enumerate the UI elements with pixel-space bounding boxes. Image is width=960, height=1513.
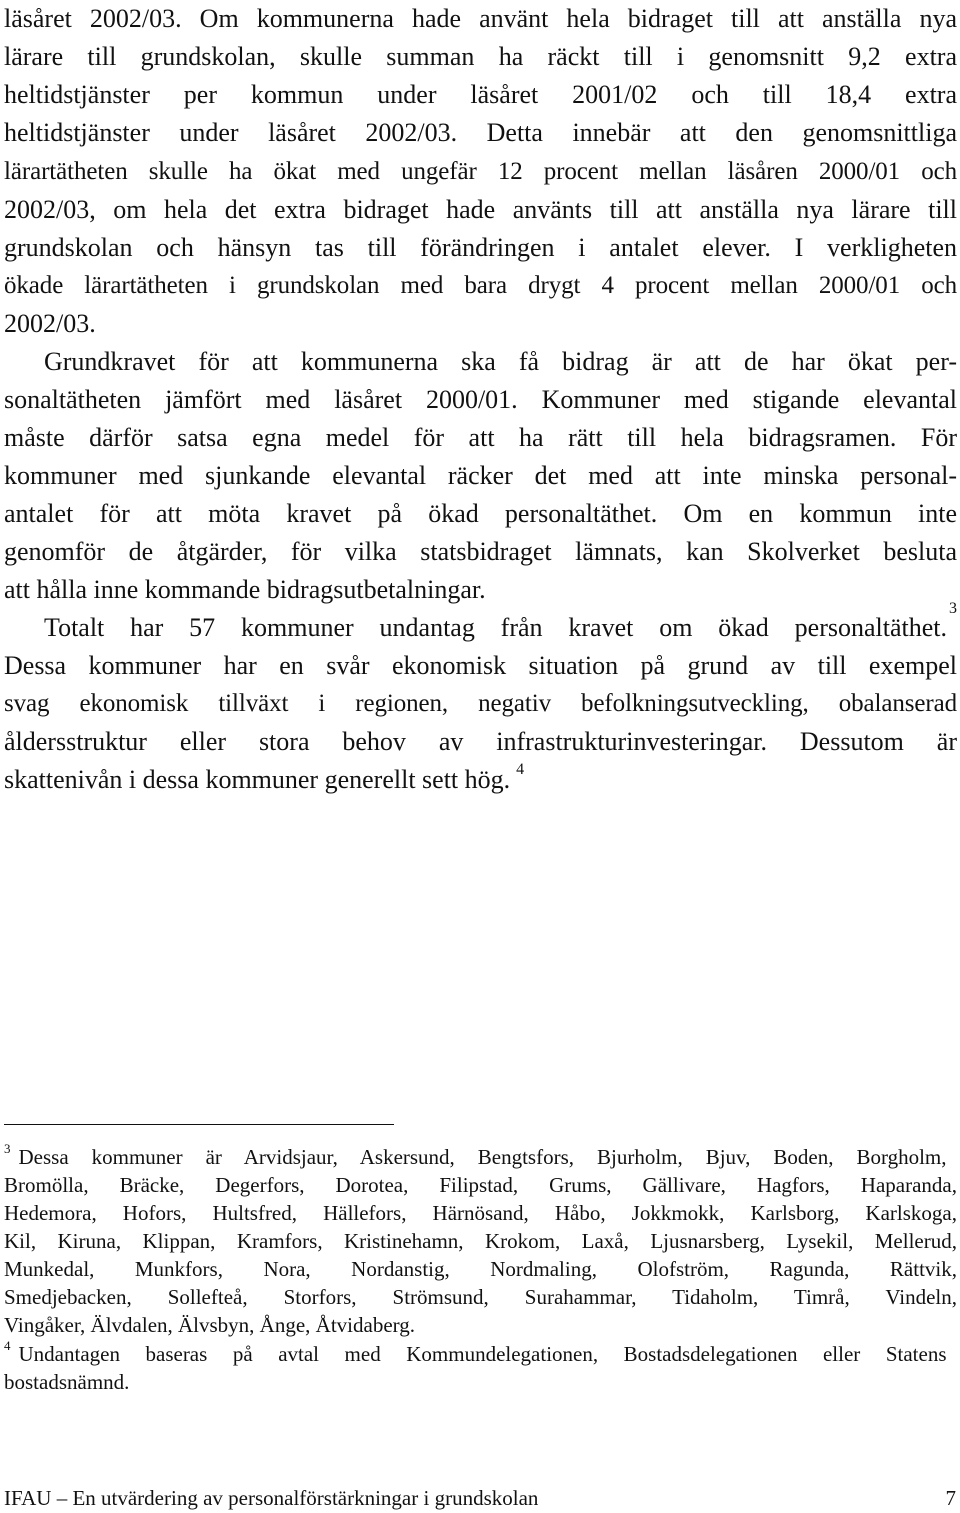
running-footer: IFAU – En utvärdering av personalförstärkningar i grundskolan: [4, 1486, 539, 1510]
text-line: måste därför satsa egna medel för att ha rätt till hela bidragsramen. För: [4, 423, 957, 452]
footnote-text: Hedemora, Hofors, Hultsfred, Hällefors, Härnösand, Håbo, Jokkmokk, Karlsborg, Karlskoga,: [4, 1201, 957, 1225]
footnote-text: Bromölla, Bräcke, Degerfors, Dorotea, Filipstad, Grums, Gällivare, Hagfors, Haparanda,: [4, 1173, 957, 1197]
text-line: lärare till grundskolan, skulle summan ha räckt till i genomsnitt 9,2 extra: [4, 42, 957, 71]
footnote-separator: [4, 1124, 394, 1125]
footnote-text: Dessa kommuner är Arvidsjaur, Askersund, Bengtsfors, Bjurholm, Bjuv, Boden, Borgholm,: [18, 1145, 947, 1169]
footnote-text: Undantagen baseras på avtal med Kommundelegationen, Bostadsdelegationen eller Statens: [18, 1342, 947, 1366]
text-line: att hålla inne kommande bidragsutbetalningar.: [4, 575, 486, 604]
text-line-with-ref: [44, 600, 957, 647]
text-line: antalet för att möta kravet på ökad personaltäthet. Om en kommun inte: [4, 499, 957, 528]
text-line: heltidstjänster per kommun under läsåret 2001/02 och till 18,4 extra: [4, 80, 957, 109]
text-line: läsåret 2002/03. Om kommunerna hade använt hela bidraget till att anställa nya: [4, 4, 957, 33]
footnote-4-line: [4, 1340, 957, 1368]
footnote-number: 3: [4, 1141, 11, 1156]
footnote-text: Smedjebacken, Sollefteå, Storfors, Strömsund, Surahammar, Tidaholm, Timrå, Vindeln,: [4, 1285, 957, 1309]
text-line: Totalt har 57 kommuner undantag från kravet om ökad personaltäthet.: [44, 613, 947, 642]
footnote-ref-3[interactable]: 3: [949, 600, 957, 617]
footnote-3-line: [4, 1143, 957, 1171]
text-line: grundskolan och hänsyn tas till förändringen i antalet elever. I verkligheten: [4, 233, 957, 262]
text-line: kommuner med sjunkande elevantal räcker det med att inte minska personal-: [4, 461, 957, 490]
text-line: heltidstjänster under läsåret 2002/03. Detta innebär att den genomsnittliga: [4, 118, 957, 147]
text-line: lärartätheten skulle ha ökat med ungefär 12 procent mellan läsåren 2000/01 och: [4, 158, 957, 185]
footnote-text: Munkedal, Munkfors, Nora, Nordanstig, Nordmaling, Olofström, Ragunda, Rättvik,: [4, 1257, 957, 1281]
text-line: Dessa kommuner har en svår ekonomisk situation på grund av till exempel: [4, 651, 957, 680]
text-line: svag ekonomisk tillväxt i regionen, negativ befolkningsutveckling, obalanserad: [4, 690, 957, 717]
footnote-text: Vingåker, Älvdalen, Älvsbyn, Ånge, Åtvidaberg.: [4, 1313, 416, 1337]
footnote-ref-4[interactable]: 4: [516, 761, 525, 778]
page-number: 7: [945, 1486, 956, 1510]
footnote-text: Kil, Kiruna, Klippan, Kramfors, Kristinehamn, Krokom, Laxå, Ljusnarsberg, Lysekil, Mellerud,: [4, 1229, 957, 1253]
text-line: sonaltätheten jämfört med läsåret 2000/01. Kommuner med stigande elevantal: [4, 385, 957, 414]
text-line-with-ref: [4, 761, 957, 799]
text-line: 2002/03.: [4, 309, 96, 338]
text-line: genomför de åtgärder, för vilka statsbidraget lämnats, kan Skolverket besluta: [4, 537, 957, 566]
text-line: Grundkravet för att kommunerna ska få bidrag är att de har ökat per-: [44, 347, 957, 376]
footnote-text: bostadsnämnd.: [4, 1370, 130, 1394]
footnote-number: 4: [4, 1338, 11, 1353]
text-line: åldersstruktur eller stora behov av infrastrukturinvesteringar. Dessutom är: [4, 727, 957, 756]
text-line: ökade lärartätheten i grundskolan med bara drygt 4 procent mellan 2000/01 och: [4, 272, 957, 299]
text-line: skattenivån i dessa kommuner generellt sett hög.: [4, 765, 511, 794]
text-line: 2002/03, om hela det extra bidraget hade använts till att anställa nya lärare till: [4, 195, 957, 224]
